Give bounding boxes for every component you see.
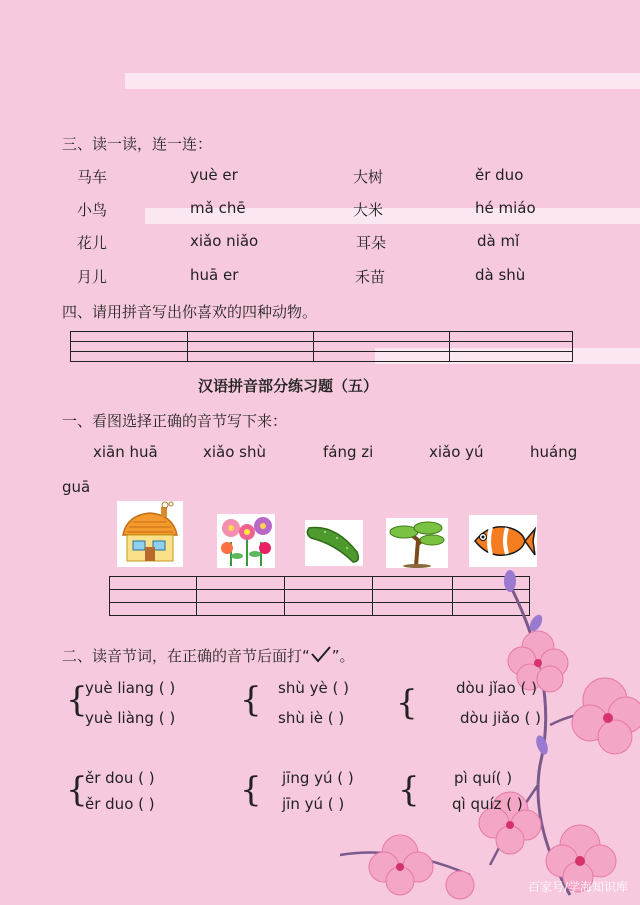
watermark: 百家号/学海知识库 [527,880,628,894]
practice-title: 汉语拼音部分练习题（五） [198,377,379,395]
part2-heading-before: 二、读音节词，在正确的音节后面打“ [62,647,310,665]
cherry-blossom-decoration [330,815,480,905]
pinyin-choice: dòu jiǎo ( ) [460,709,541,727]
match-item: yuè er [190,166,238,184]
flowers-picture [217,514,275,568]
decor-band [125,73,640,89]
brace-icon: { [66,680,88,720]
pinyin-option: huáng [530,443,578,461]
brace-icon: { [396,683,418,723]
answer-cell[interactable] [450,342,573,352]
answer-cell[interactable] [188,342,314,352]
pinyin-choice: ěr dou ( ) [85,769,155,787]
pinyin-choice: dòu jǐao ( ) [456,679,537,697]
match-item: 小鸟 [77,201,108,219]
answer-cell[interactable] [314,332,450,342]
part1-heading: 一、看图选择正确的音节写下来： [62,412,288,430]
match-item: xiǎo niǎo [190,232,259,250]
tree-picture [386,518,448,568]
match-item: dà shù [475,266,526,284]
answer-cell[interactable] [285,590,373,603]
pinyin-choice: shù iè ( ) [278,709,345,727]
pinyin-option: xiǎo shù [203,443,267,461]
answer-cell[interactable] [314,352,450,362]
match-item: 月儿 [77,268,108,286]
answer-grid [70,331,573,362]
answer-cell[interactable] [373,590,453,603]
fish-picture [469,515,537,567]
match-item: dà mǐ [477,232,520,250]
pinyin-choice: pì quí( ) [454,769,513,787]
checkmark-icon [310,645,332,663]
brace-icon: { [240,770,262,810]
match-item: ěr duo [475,166,524,184]
pinyin-choice: qì quíz ( ) [452,795,523,813]
cucumber-picture [305,520,363,566]
section3-heading: 三、读一读，连一连： [62,135,213,153]
match-item: hé miáo [475,199,536,217]
answer-cell[interactable] [373,577,453,590]
match-item: 大米 [353,201,384,219]
pinyin-option: xiǎo yú [429,443,484,461]
answer-cell[interactable] [71,332,188,342]
answer-cell[interactable] [71,342,188,352]
match-item: 耳朵 [356,234,387,252]
answer-cell[interactable] [197,590,285,603]
pinyin-option: guā [62,478,91,496]
answer-cell[interactable] [314,342,450,352]
answer-cell[interactable] [110,590,197,603]
match-item: 马车 [77,168,108,186]
match-item: huā er [190,266,239,284]
house-picture [117,501,183,567]
section4-heading: 四、请用拼音写出你喜欢的四种动物。 [62,303,318,321]
match-item: 花儿 [77,234,108,252]
answer-cell[interactable] [110,603,197,616]
pinyin-option: xiān huā [93,443,158,461]
answer-cell[interactable] [197,577,285,590]
pinyin-choice: shù yè ( ) [278,679,349,697]
answer-cell[interactable] [197,603,285,616]
part2-heading-after: ”。 [331,647,355,665]
answer-cell[interactable] [285,603,373,616]
pinyin-choice: ěr duo ( ) [85,795,155,813]
answer-cell[interactable] [188,332,314,342]
match-item: mǎ chē [190,199,246,217]
answer-cell[interactable] [450,352,573,362]
answer-cell[interactable] [450,332,573,342]
answer-cell[interactable] [188,352,314,362]
answer-cell[interactable] [71,352,188,362]
answer-cell[interactable] [110,577,197,590]
answer-cell[interactable] [285,577,373,590]
pinyin-choice: jīn yú ( ) [282,795,345,813]
brace-icon: { [240,680,262,720]
pinyin-choice: yuè liang ( ) [85,679,176,697]
part2-heading [62,645,355,666]
brace-icon: { [398,770,420,810]
pinyin-option: fáng zi [323,443,374,461]
pinyin-choice: jīng yú ( ) [282,769,354,787]
brace-icon: { [66,770,88,810]
pinyin-choice: yuè liàng ( ) [85,709,176,727]
answer-cell[interactable] [373,603,453,616]
match-item: 禾苗 [355,268,386,286]
match-item: 大树 [353,168,384,186]
